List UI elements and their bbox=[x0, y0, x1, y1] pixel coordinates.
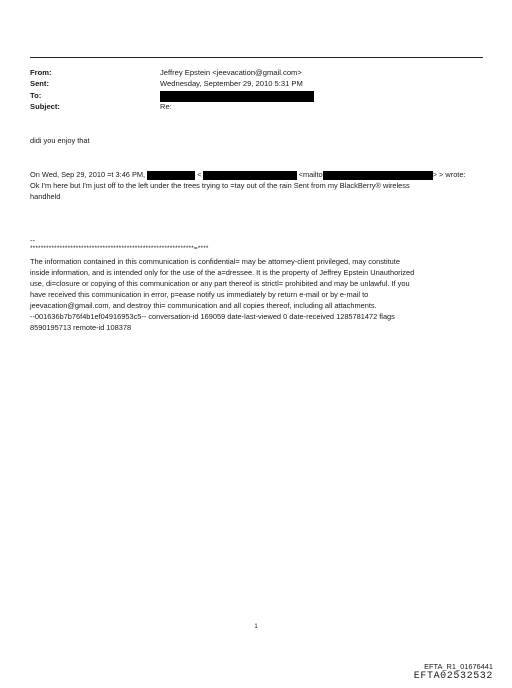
quote-line-1 bbox=[30, 170, 485, 181]
disclaimer-line-2: inside information, and is intended only for the use of the a=dressee. It is the property of Jeffrey Epstein Unauthorized bbox=[30, 268, 415, 277]
page-number: 1 bbox=[254, 624, 258, 630]
redaction-bar bbox=[160, 91, 314, 102]
quote-wrote: > > wrote: bbox=[432, 170, 466, 179]
separator-stars: *************************************************************=**** bbox=[30, 245, 209, 252]
efta-stamp: EFTA02532532 bbox=[413, 671, 493, 682]
quote-line-2: Ok I'm here but I'm just off to the left under the trees trying to =tay out of the rain Sent from my BlackBerry® wireless bbox=[30, 181, 410, 190]
sent-label: Sent: bbox=[30, 79, 49, 88]
quote-lt: < bbox=[197, 170, 202, 179]
quote-line-3: handheld bbox=[30, 192, 61, 201]
sent-value: Wednesday, September 29, 2010 5:31 PM bbox=[160, 79, 303, 88]
disclaimer-line-6: --001636b7b76f4b1ef04916953c5-- conversation-id 169059 date-last-viewed 0 date-received 1285781472 flags bbox=[30, 312, 395, 321]
subject-value: Re: bbox=[160, 102, 172, 111]
from-label: From: bbox=[30, 68, 52, 77]
efta-r1-stamp: EFTA_R1_01676441 bbox=[424, 662, 493, 671]
disclaimer-line-7: 8590195713 remote-id 108378 bbox=[30, 323, 132, 332]
from-value: Jeffrey Epstein <jeevacation@gmail.com> bbox=[160, 68, 302, 77]
disclaimer-line-3: use, di=closure or copying of this communication or any part thereof is strictl= prohibited and may be unlawful. If you bbox=[30, 279, 410, 288]
disclaimer-line-1: The information contained in this communication is confidential= may be attorney-client privileged, may constitute bbox=[30, 257, 400, 266]
message-text: didi you enjoy that bbox=[30, 136, 90, 145]
separator-dash: -- bbox=[30, 236, 35, 245]
to-value-redaction bbox=[160, 90, 314, 102]
quote-date: On Wed, Sep 29, 2010 =t 3:46 PM, bbox=[30, 170, 146, 179]
disclaimer-line-4: have received this communication in error, p=ease notify us immediately by return e-mail or by e-mail to bbox=[30, 290, 369, 299]
quote-mailto: <mailto bbox=[298, 170, 323, 179]
header-rule bbox=[30, 57, 483, 58]
redaction-bar bbox=[147, 171, 195, 180]
disclaimer-line-5: jeevacation@gmail.com, and destroy thi= communication and all copies thereof, including all attachments. bbox=[30, 301, 377, 310]
subject-label: Subject: bbox=[30, 102, 60, 111]
redaction-bar bbox=[323, 171, 433, 180]
redaction-bar bbox=[203, 171, 297, 180]
to-label: To: bbox=[30, 91, 42, 100]
